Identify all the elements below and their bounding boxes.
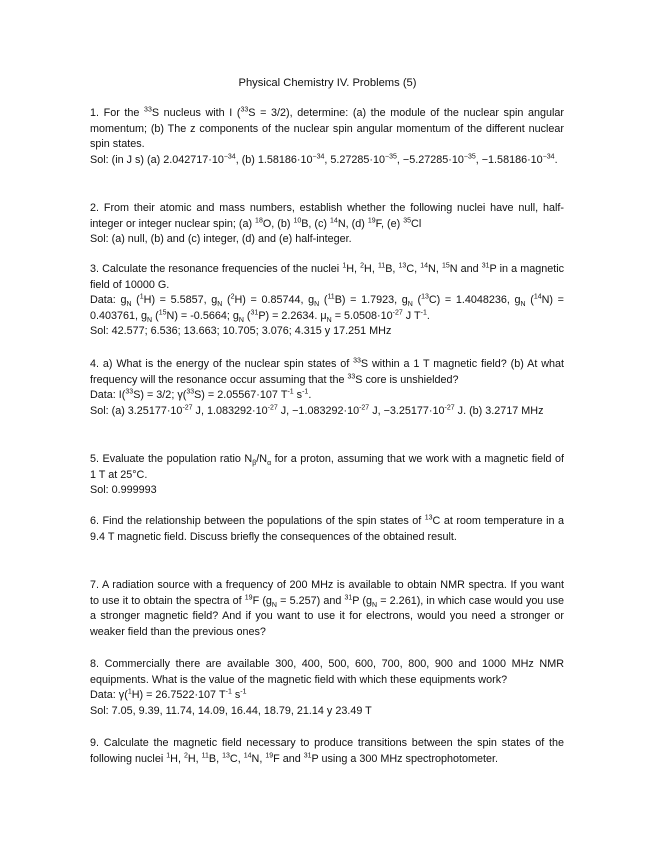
problem-text: 3. Calculate the resonance frequencies of the nuclei $^1$H, $^2$H, $^{11}$B, $^{13}$C, $^{14}$N, $^{15}$N and $^{31}$P in a magnetic field of 10000 G. xyxy=(90,262,565,291)
problem-2 xyxy=(90,201,564,248)
problem-3 xyxy=(90,262,564,340)
problem-4 xyxy=(90,357,564,419)
problem-9 xyxy=(90,736,564,767)
problem-text: 7. A radiation source with a frequency of 200 MHz is available to obtain NMR spectra. If you want to use it to obtain the spectra of $^{19}$F $(g_N = 5.257)$ and $^{31}$P $(g_N = 2.261)$, in which case would you use a stronger magnetic field? And if you want to use it for electrons, would you need a stronger or weaker field than the previous ones? xyxy=(90,579,564,638)
problem-8 xyxy=(90,657,564,719)
problem-data: Data: I($^{33}$S) = 3/2; γ($^{33}$S) = 2.05567·107 $T^{-1}$ $s^{-1}$. xyxy=(90,388,312,401)
page-title: Physical Chemistry IV. Problems (5) xyxy=(238,77,417,89)
problem-text: 9. Calculate the magnetic field necessary to produce transitions between the spin states of the following nuclei $^1$H, $^2$H, $^{11}$B, $^{13}$C, $^{14}$N, $^{19}$F and $^{31}$P using a 300 MHz spectrophotometer. xyxy=(90,737,564,765)
problem-5 xyxy=(90,452,564,499)
problem-data: Data: γ($^1$H) = 26.7522·107 $T^{-1}$ $s^{-1}$ xyxy=(90,688,247,701)
problem-text: 1. For the $^{33}$S nucleus with I ($^{33}$S = 3/2), determine: (a) the module of the nuclear spin angular momentum; (b) The z components of the nuclear spin angular momentum of the different nuclear spin states. xyxy=(90,106,564,150)
problem-solution: Sol: (in J s) (a) $2.042717\cdot 10^{-34}$, (b) $1.58186\cdot 10^{-34}$, $5.27285\cdot 10^{-35}$, $-5.27285\cdot 10^{-35}$, $-1.58186\cdot 10^{-34}$. xyxy=(90,152,558,166)
problem-solution: Sol: 0.999993 xyxy=(90,484,157,496)
problem-text: 2. From their atomic and mass numbers, establish whether the following nuclei have null, half-integer or integer nuclear spin; (a) $^{18}$O, (b) $^{10}$B, (c) $^{14}$N, (d) $^{19}$F, (e) $^{35}$Cl xyxy=(90,202,564,230)
problem-text: 5. Evaluate the population ratio $N_\beta/N_\alpha$ for a proton, assuming that we work with a magnetic field of 1 T at 25°C. xyxy=(90,453,565,481)
problem-6 xyxy=(90,514,564,545)
problem-1 xyxy=(90,106,564,168)
problem-solution: Sol: 7.05, 9.39, 11.74, 14.09, 16.44, 18.79, 21.14 y 23.49 T xyxy=(90,704,372,717)
problem-text: 4. a) What is the energy of the nuclear spin states of $^{33}$S within a 1 T magnetic field? (b) At what frequency will the resonance occur assuming that the $^{33}$S core is unshielded? xyxy=(90,357,564,386)
problem-text: 6. Find the relationship between the populations of the spin states of $^{13}$C at room temperature in a 9.4 T magnetic field. Discuss briefly the consequences of the obtained result. xyxy=(90,514,564,543)
problem-solution: Sol: 42.577; 6.536; 13.663; 10.705; 3.076; 4.315 y 17.251 MHz xyxy=(90,325,392,337)
problem-7 xyxy=(90,578,564,640)
problem-solution: Sol: (a) null, (b) and (c) integer, (d) and (e) half-integer. xyxy=(90,233,352,245)
problem-text: 8. Commercially there are available 300, 400, 500, 600, 700, 800, 900 and 1000 MHz NMR equipments. What is the value of the magnetic field with which these equipments work? xyxy=(90,658,565,686)
problem-data: Data: $g_N$ ($^1$H) = 5.5857, $g_N$ ($^2$H) = 0.85744, $g_N$ ($^{11}$B) = 1.7923, $g_N$ ($^{13}$C) = 1.4048236, $g_N$ ($^{14}$N) = 0.403761, $g_N$ ($^{15}$N) = -0.5664; $g_N$ ($^{31}$P) = 2.2634. $\mu_N = 5.0508\cdot 10^{-27}$ J $T^{-1}$. xyxy=(90,293,564,324)
problem-solution: Sol: (a) $3.25177\cdot 10^{-27}$ J, $1.083292\cdot 10^{-27}$ J, $-1.083292\cdot 10^{-27}$ J, $-3.25177\cdot 10^{-27}$ J. (b) 3.2717 MHz xyxy=(90,403,544,417)
